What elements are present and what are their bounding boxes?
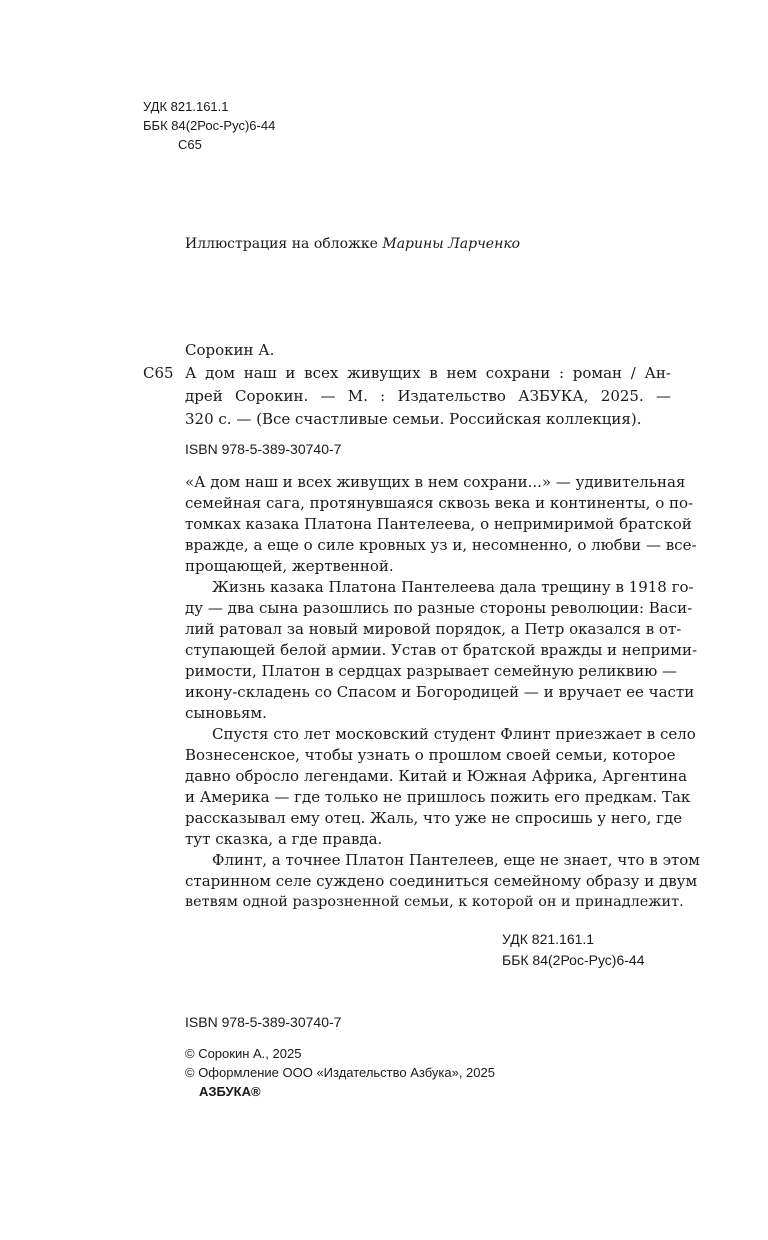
annotation-line: и Америка — где только не пришлось пожить его предкам. Так [185,788,691,806]
catalog-description-line: дрей Сорокин. — М. : Издательство АЗБУКА, 2025. — [185,387,671,405]
annotation-line: римости, Платон в сердцах разрывает семейную реликвию — [185,662,678,680]
annotation-line: семейная сага, протянувшаяся сквозь века и континенты, о по- [185,494,694,512]
annotation-line: сыновьям. [185,704,267,722]
publisher-mark: АЗБУКА® [199,1084,261,1099]
annotation-line: прощающей, жертвенной. [185,557,394,575]
illustration-credit [185,234,520,254]
annotation-line: давно обросло легендами. Китай и Южная Африка, Аргентина [185,767,688,785]
annotation-line: ду — два сына разошлись по разные стороны революции: Васи- [185,599,693,617]
annotation-line: Спустя сто лет московский студент Флинт приезжает в село [212,725,696,743]
bbk-code: ББК 84(2Рос-Рус)6-44 [143,118,276,133]
illustration-credit-prefix: Иллюстрация на обложке [185,236,383,252]
catalog-description-line: 320 с. — (Все счастливые семьи. Российская коллекция). [185,410,642,428]
annotation-line: старинном селе суждено соединиться семейному образу и двум [185,872,698,890]
copyright-author: © Сорокин А., 2025 [185,1046,302,1061]
annotation-line: рассказывал ему отец. Жаль, что уже не спросишь у него, где [185,809,683,827]
author-mark: С65 [178,137,202,152]
annotation-line: Флинт, а точнее Платон Пантелеев, еще не знает, что в этом [212,851,700,869]
annotation-line: вражде, а еще о силе кровных уз и, несомненно, о любви — все- [185,536,697,554]
annotation-line: лий ратовал за новый мировой порядок, а Петр оказался в от- [185,620,682,638]
catalog-isbn: ISBN 978-5-389-30740-7 [185,441,342,457]
annotation-line: Вознесенское, чтобы узнать о прошлом своей семьи, которое [185,746,676,764]
copyright-design: © Оформление ООО «Издательство Азбука», 2025 [185,1065,495,1080]
udk-code: УДК 821.161.1 [143,99,229,114]
footer-udk-code: УДК 821.161.1 [502,931,595,947]
annotation-line: «А дом наш и всех живущих в нем сохрани...» — удивительная [185,473,686,491]
annotation-line: томках казака Платона Пантелеева, о непримиримой братской [185,515,692,533]
catalog-description-line: А дом наш и всех живущих в нем сохрани : роман / Ан- [185,364,671,382]
annotation-line: тут сказка, а где правда. [185,830,383,848]
catalog-mark: С65 [143,364,174,382]
annotation-line: ветвям одной разрозненной семьи, к которой он и принадлежит. [185,894,684,910]
footer-bbk-code: ББК 84(2Рос-Рус)6-44 [502,952,645,968]
annotation-line: ступающей белой армии. Устав от братской вражды и неприми- [185,641,698,659]
catalog-author: Сорокин А. [185,341,275,359]
annotation-line: Жизнь казака Платона Пантелеева дала трещину в 1918 го- [212,578,694,596]
bottom-isbn: ISBN 978-5-389-30740-7 [185,1014,342,1030]
annotation-line: икону-складень со Спасом и Богородицей — и вручает ее части [185,683,695,701]
illustration-artist: Марины Ларченко [382,236,521,252]
